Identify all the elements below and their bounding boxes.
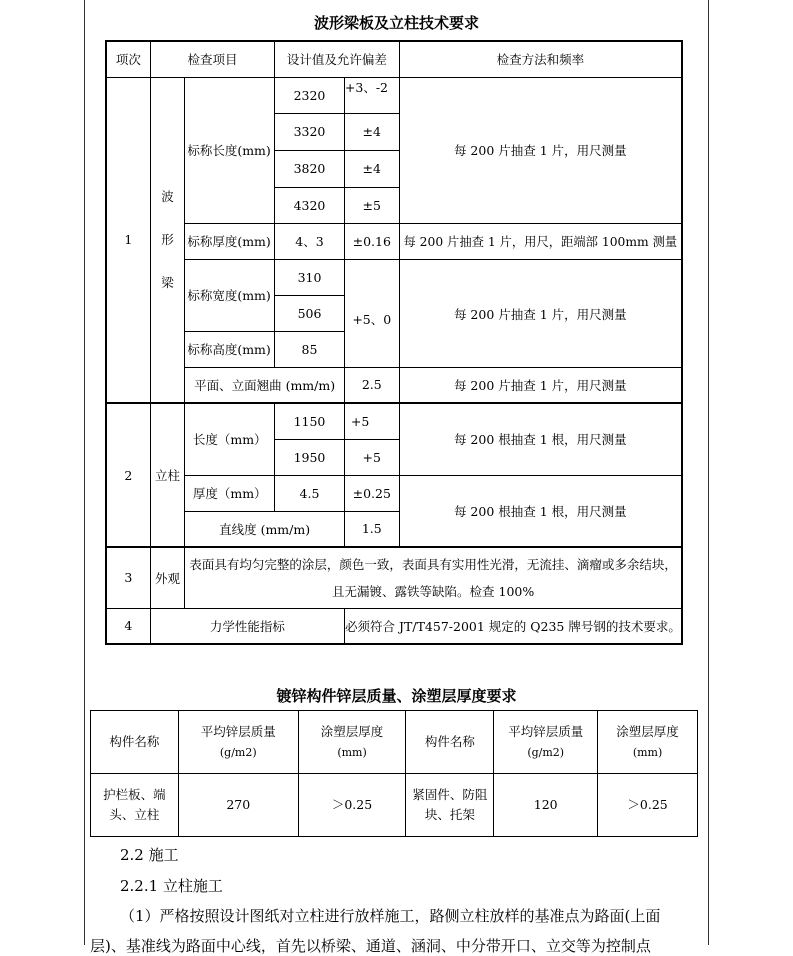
group4-number: 4 xyxy=(106,608,150,644)
header-check-item: 检查项目 xyxy=(150,41,274,77)
header-coating-thickness: 涂塑层厚度 (mm) xyxy=(298,711,406,774)
zinc-coating-table xyxy=(90,710,698,837)
nominal-thickness-label: 标称厚度(mm) xyxy=(185,223,275,259)
mechanical-requirement: 必须符合 JT/T457-2001 规定的 Q235 牌号钢的技术要求。 xyxy=(344,608,682,644)
table-cell: 1150 xyxy=(275,403,345,439)
header-design-value: 设计值及允许偏差 xyxy=(275,41,400,77)
table-cell: 3320 xyxy=(275,113,345,150)
table-cell: ±5 xyxy=(344,187,399,223)
straightness-label: 直线度 (mm/m) xyxy=(185,511,345,547)
header-method: 检查方法和频率 xyxy=(399,41,682,77)
part-name-2: 紧固件、防阻块、托架 xyxy=(406,774,494,837)
header-coating-thickness: 涂塑层厚度 (mm) xyxy=(598,711,698,774)
table-cell: 4.5 xyxy=(275,475,345,511)
column-thickness-label: 厚度（mm） xyxy=(185,475,275,511)
group3-number: 3 xyxy=(106,547,150,608)
body-paragraph-line: 层)、基准线为路面中心线，首先以桥梁、通道、涵洞、中分带开口、立交等为控制点 xyxy=(90,937,651,955)
section-heading: 2.2 施工 xyxy=(120,846,179,864)
table-cell: ±4 xyxy=(344,113,399,150)
length-method: 每 200 片抽查 1 片，用尺测量 xyxy=(399,77,682,223)
column-method-2: 每 200 根抽查 1 根，用尺测量 xyxy=(399,475,682,547)
coating-thickness-1: ＞0.25 xyxy=(298,774,406,837)
header-item-no: 项次 xyxy=(106,41,150,77)
table-cell: 4、3 xyxy=(275,223,345,259)
coating-thickness-2: ＞0.25 xyxy=(598,774,698,837)
thickness-method: 每 200 片抽查 1 片，用尺，距端部 100mm 测量 xyxy=(399,223,682,259)
column-length-method: 每 200 根抽查 1 根，用尺测量 xyxy=(399,403,682,475)
guardrail-spec-table xyxy=(105,40,683,645)
table-cell: 310 xyxy=(275,259,345,295)
header-part-name: 构件名称 xyxy=(406,711,494,774)
table1-title: 波形梁板及立柱技术要求 xyxy=(313,14,479,32)
subsection-heading: 2.2.1 立柱施工 xyxy=(120,877,223,895)
part-name-1: 护栏板、端头、立柱 xyxy=(91,774,179,837)
column-length-label: 长度（mm） xyxy=(185,403,275,475)
group2-name: 立柱 xyxy=(150,403,185,547)
zinc-mass-2: 120 xyxy=(494,774,598,837)
group1-name: 波 形 梁 xyxy=(150,77,185,403)
width-height-tolerance: +5、0 xyxy=(344,259,399,367)
nominal-length-label: 标称长度(mm) xyxy=(185,77,275,223)
table2-title: 镀锌构件锌层质量、涂塑层厚度要求 xyxy=(276,687,517,705)
group1-number: 1 xyxy=(106,77,150,403)
header-part-name: 构件名称 xyxy=(91,711,179,774)
warp-label: 平面、立面翘曲 (mm/m) xyxy=(185,367,345,403)
warp-method: 每 200 片抽查 1 片，用尺测量 xyxy=(399,367,682,403)
table-cell: +3、-2 xyxy=(344,77,399,113)
header-zinc-mass: 平均锌层质量 (g/m2) xyxy=(178,711,298,774)
table-cell: 4320 xyxy=(275,187,345,223)
group3-name: 外观 xyxy=(150,547,185,608)
table-cell: 3820 xyxy=(275,150,345,187)
table-cell: ±0.16 xyxy=(344,223,399,259)
table-cell: 1.5 xyxy=(344,511,399,547)
table-cell: +5 xyxy=(344,439,399,475)
table-cell: ±0.25 xyxy=(344,475,399,511)
table-cell: 2.5 xyxy=(344,367,399,403)
group4-name: 力学性能指标 xyxy=(150,608,344,644)
table-cell: 2320 xyxy=(275,77,345,113)
appearance-requirement: 表面具有均匀完整的涂层，颜色一致，表面具有实用性光滑，无流挂、滴瘤或多余结块，且无漏镀、露铁等缺陷。检查 100% xyxy=(185,547,682,608)
header-zinc-mass: 平均锌层质量 (g/m2) xyxy=(494,711,598,774)
zinc-mass-1: 270 xyxy=(178,774,298,837)
table-cell: 85 xyxy=(275,331,345,367)
table-cell: 506 xyxy=(275,295,345,331)
group2-number: 2 xyxy=(106,403,150,547)
table-cell: +5 xyxy=(344,403,399,439)
body-paragraph-line: （1）严格按照设计图纸对立柱进行放样施工，路侧立柱放样的基准点为路面(上面 xyxy=(120,907,661,925)
table-cell: ±4 xyxy=(344,150,399,187)
nominal-height-label: 标称高度(mm) xyxy=(185,331,275,367)
table-cell: 1950 xyxy=(275,439,345,475)
nominal-width-label: 标称宽度(mm) xyxy=(185,259,275,331)
width-height-method: 每 200 片抽查 1 片，用尺测量 xyxy=(399,259,682,367)
